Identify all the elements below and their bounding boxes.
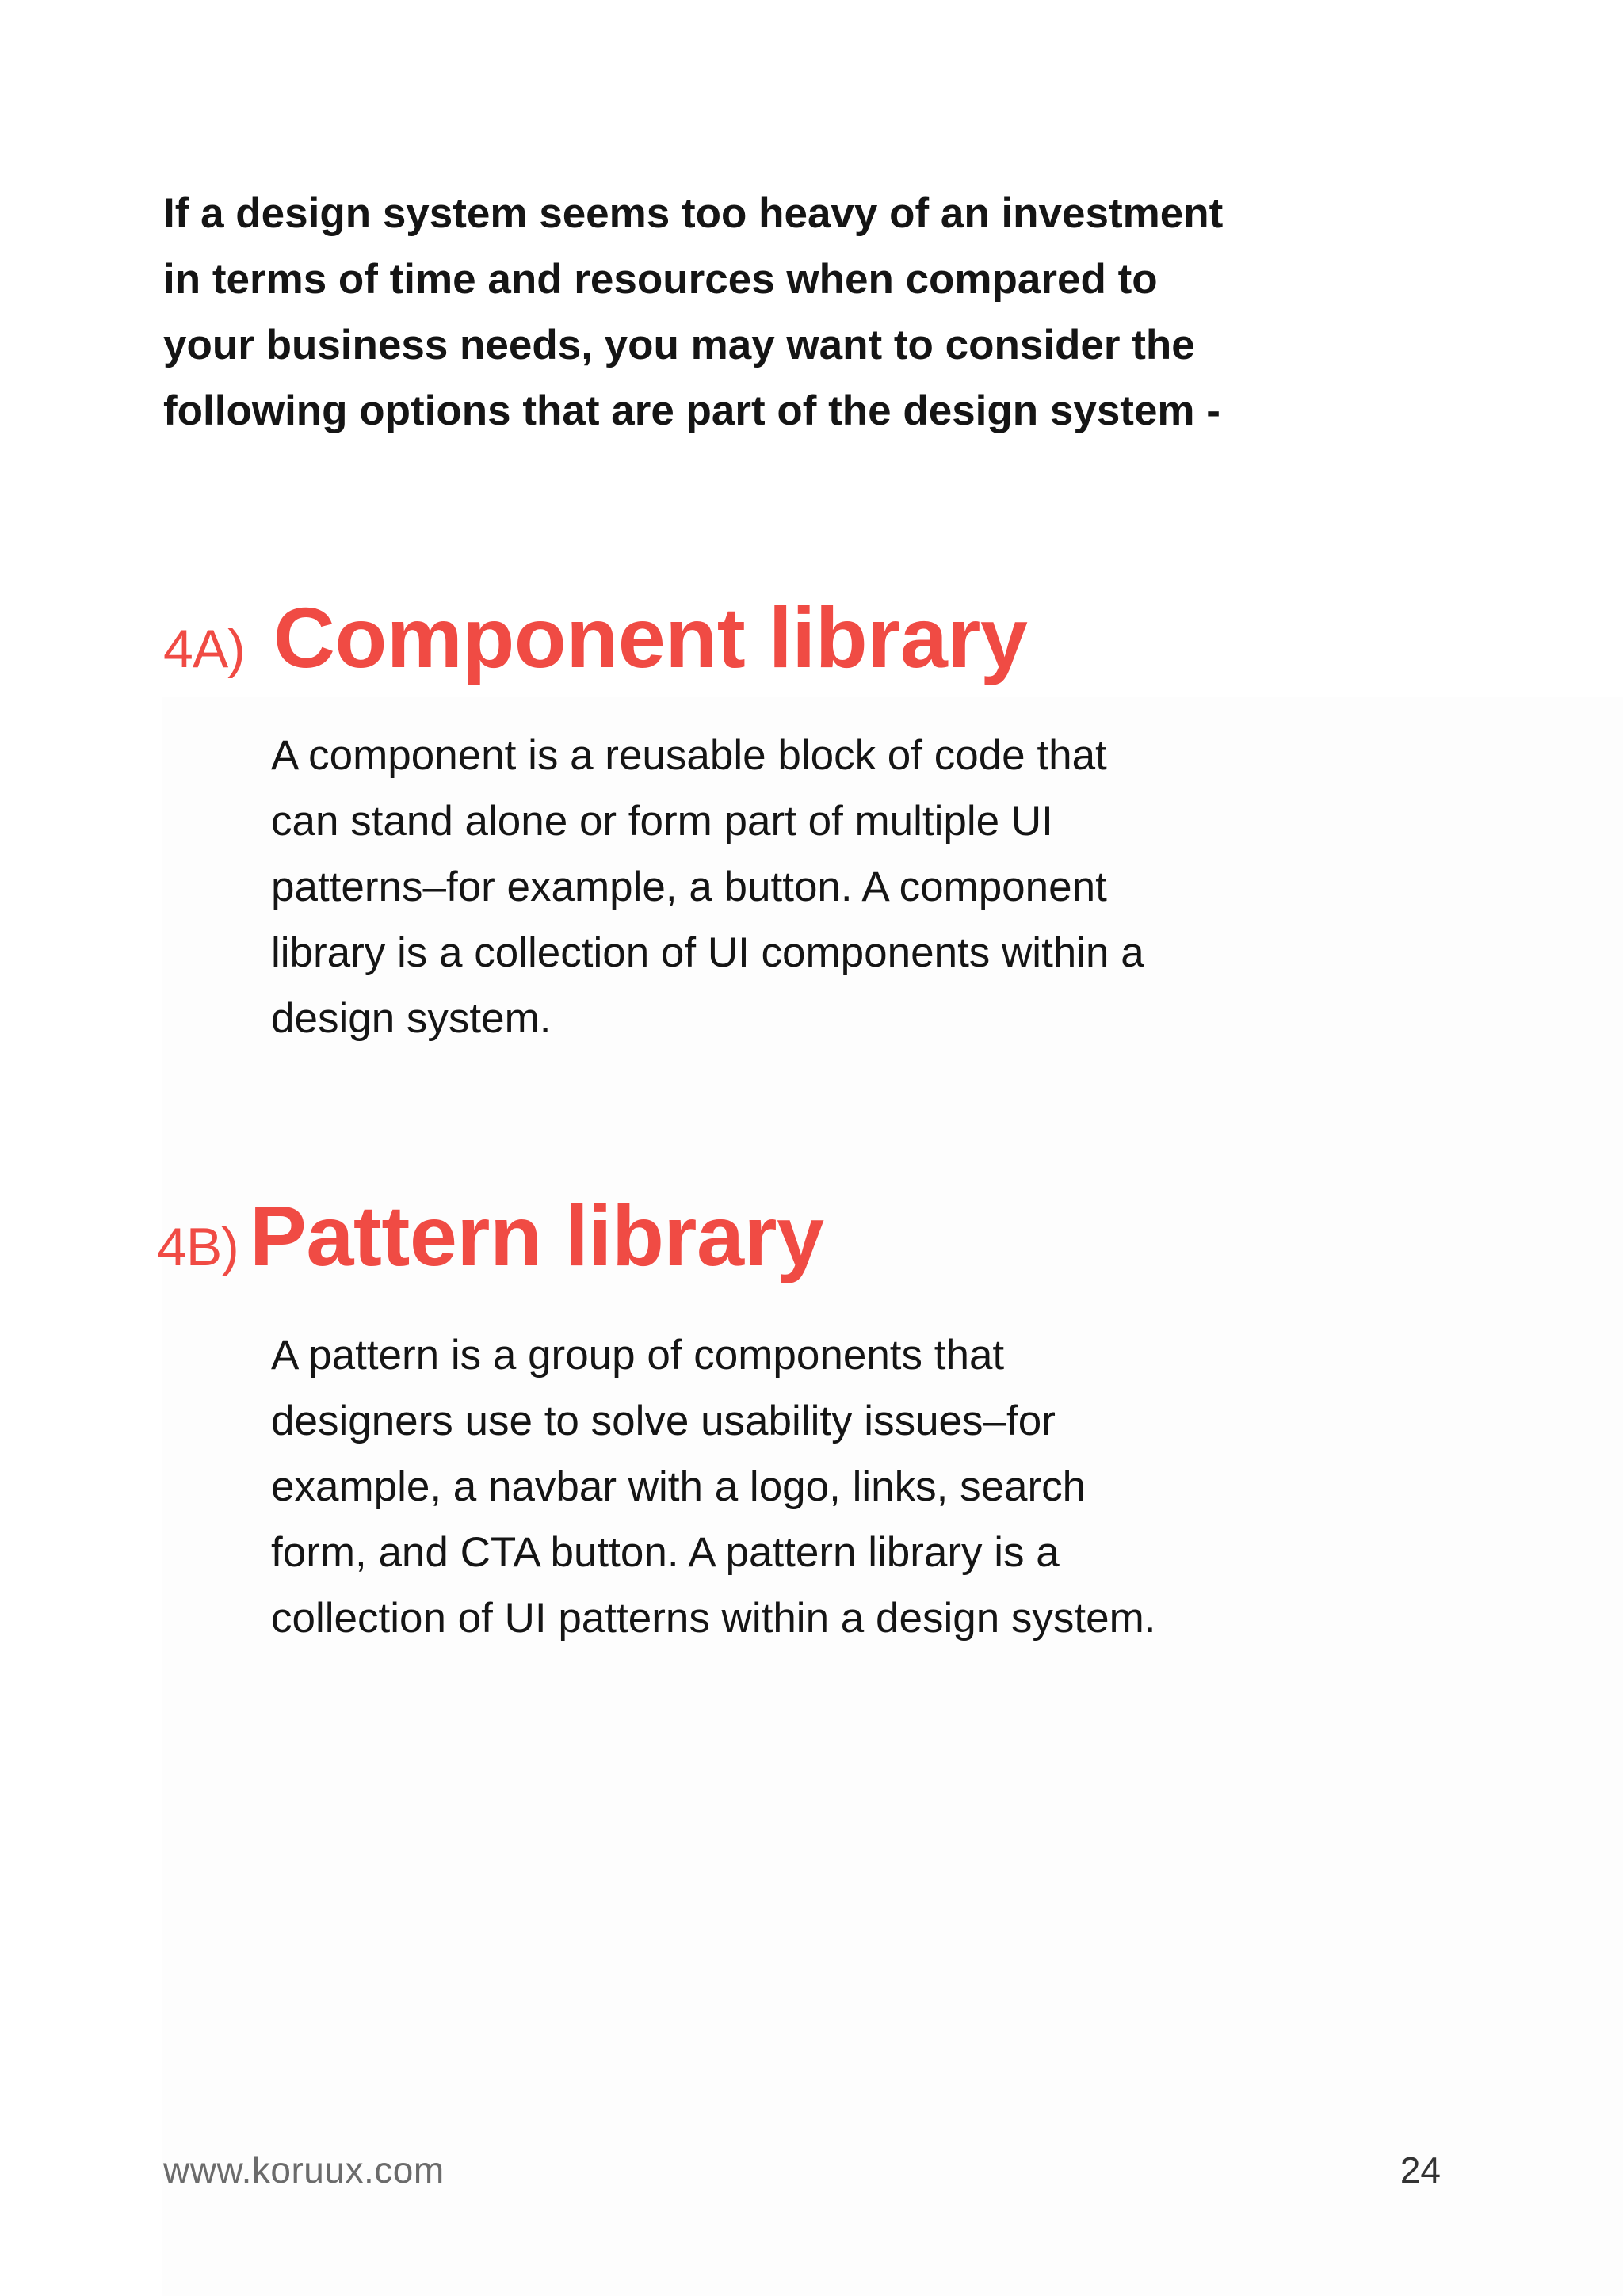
section-title: Pattern library xyxy=(249,1188,824,1283)
body-line: designers use to solve usability issues–for xyxy=(271,1398,1056,1444)
section-body-pattern-library xyxy=(271,1322,1381,1651)
body-line: A component is a reusable block of code that xyxy=(271,732,1107,779)
intro-line: following options that are part of the design system - xyxy=(163,387,1220,434)
body-line: form, and CTA button. A pattern library is a xyxy=(271,1529,1060,1576)
footer-website-url: www.koruux.com xyxy=(163,2149,445,2191)
intro-line: If a design system seems too heavy of an investment xyxy=(163,190,1224,237)
section-number: 4B) xyxy=(157,1217,239,1277)
intro-line: in terms of time and resources when compared to xyxy=(163,256,1158,303)
body-line: can stand alone or form part of multiple UI xyxy=(271,798,1053,845)
intro-paragraph xyxy=(163,181,1400,444)
section-heading-component-library xyxy=(163,588,1027,687)
body-line: collection of UI patterns within a design system. xyxy=(271,1595,1156,1642)
body-line: library is a collection of UI components within a xyxy=(271,929,1144,976)
section-body-component-library xyxy=(271,723,1381,1051)
page-number: 24 xyxy=(1400,2149,1441,2191)
intro-line: your business needs, you may want to consider the xyxy=(163,322,1195,368)
body-line: example, a navbar with a logo, links, search xyxy=(271,1463,1086,1510)
section-title: Component library xyxy=(273,589,1028,685)
section-heading-pattern-library xyxy=(157,1186,824,1285)
body-line: patterns–for example, a button. A component xyxy=(271,864,1107,910)
section-number: 4A) xyxy=(163,619,245,679)
body-line: A pattern is a group of components that xyxy=(271,1332,1005,1379)
body-line: design system. xyxy=(271,995,552,1042)
